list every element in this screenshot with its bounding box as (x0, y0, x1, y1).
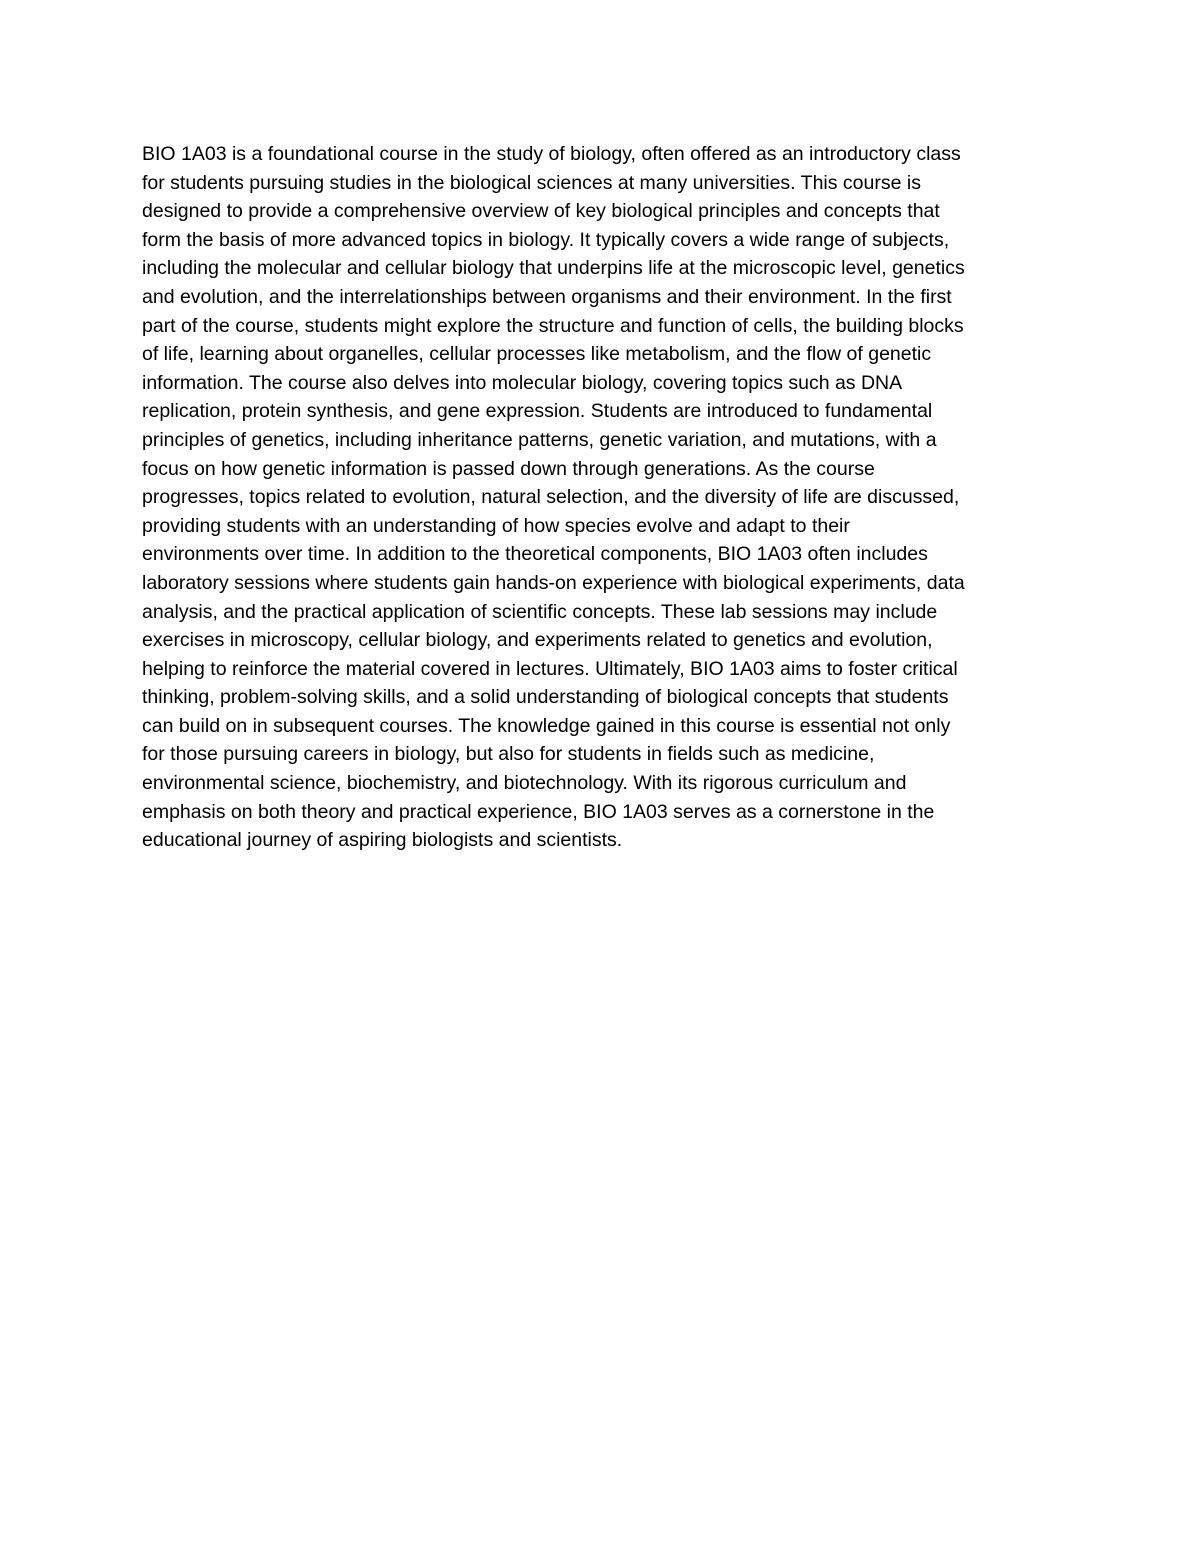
paragraph-line: of life, learning about organelles, cellular processes like metabolism, and the flow of genetic (142, 343, 932, 366)
body-paragraph (142, 140, 1062, 855)
paragraph-line: principles of genetics, including inheritance patterns, genetic variation, and mutations, with a (142, 428, 937, 451)
paragraph-line: form the basis of more advanced topics in biology. It typically covers a wide range of subjects, (142, 228, 950, 251)
paragraph-line: analysis, and the practical application of scientific concepts. These lab sessions may include (142, 600, 938, 623)
paragraph-line: and evolution, and the interrelationships between organisms and their environment. In the first (142, 285, 952, 308)
paragraph-line: emphasis on both theory and practical experience, BIO 1A03 serves as a cornerstone in the (142, 800, 935, 823)
paragraph-line: focus on how genetic information is passed down through generations. As the course (142, 457, 875, 480)
paragraph-line: environments over time. In addition to the theoretical components, BIO 1A03 often includes (142, 543, 928, 566)
paragraph-line: laboratory sessions where students gain hands-on experience with biological experiments, data (142, 571, 965, 594)
paragraph-line: for those pursuing careers in biology, but also for students in fields such as medicine, (142, 743, 875, 766)
paragraph-line: helping to reinforce the material covered in lectures. Ultimately, BIO 1A03 aims to foster critical (142, 657, 958, 680)
paragraph-line: including the molecular and cellular biology that underpins life at the microscopic level, genetics (142, 257, 965, 280)
paragraph-line: exercises in microscopy, cellular biology, and experiments related to genetics and evolution, (142, 629, 933, 652)
paragraph-line: environmental science, biochemistry, and biotechnology. With its rigorous curriculum and (142, 772, 907, 795)
paragraph-line: providing students with an understanding of how species evolve and adapt to their (142, 514, 850, 537)
paragraph-line: educational journey of aspiring biologists and scientists. (142, 829, 623, 852)
paragraph-line: progresses, topics related to evolution, natural selection, and the diversity of life are discussed, (142, 486, 960, 509)
paragraph-line: thinking, problem-solving skills, and a solid understanding of biological concepts that students (142, 686, 949, 709)
paragraph-line: BIO 1A03 is a foundational course in the study of biology, often offered as an introductory class (142, 143, 961, 165)
paragraph-line: can build on in subsequent courses. The knowledge gained in this course is essential not only (142, 714, 951, 737)
paragraph-line: information. The course also delves into molecular biology, covering topics such as DNA (142, 371, 903, 394)
paragraph-line: designed to provide a comprehensive overview of key biological principles and concepts that (142, 200, 940, 223)
paragraph-line: replication, protein synthesis, and gene expression. Students are introduced to fundamental (142, 400, 933, 423)
paragraph-line: part of the course, students might explore the structure and function of cells, the building blocks (142, 314, 964, 337)
paragraph-line: for students pursuing studies in the biological sciences at many universities. This course is (142, 171, 921, 194)
